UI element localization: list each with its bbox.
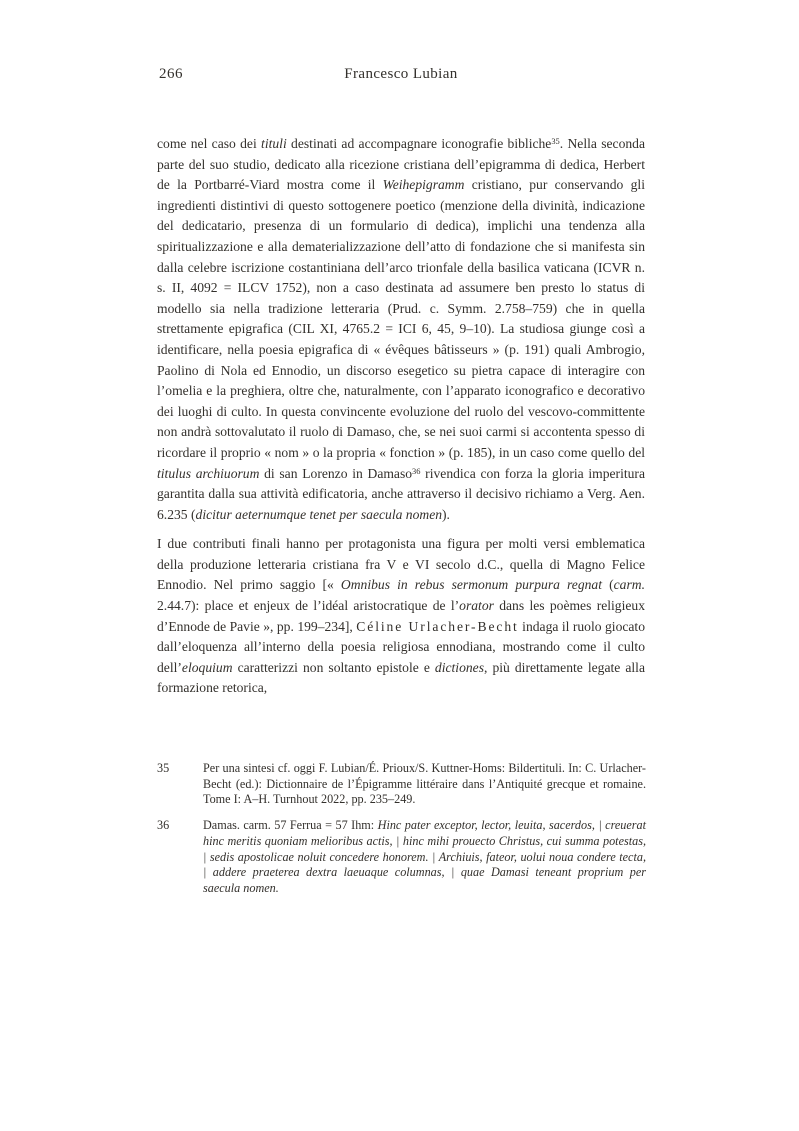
running-head: Francesco Lubian	[344, 66, 458, 82]
paragraph-2: I due contributi finali hanno per protagonista una figura per molti versi emblematica della produzione letteraria cristiana fra V e VI secolo d.C., quella di Magno Felice Ennodio. Nel primo saggio [« Omnibus in rebus sermonum purpura regnat (carm. 2.44.7): place et enjeux de l’idéal aristocratique de l’orator dans les poèmes religieux d’Ennode de Pavie », pp. 199–234], Céline Urlacher-Becht indaga il ruolo giocato dall’eloquenza all’interno della poesia religiosa ennodiana, mostrando come il culto dell’eloquium caratterizzi non soltanto epistole e dictiones, più direttamente legate alla formazione retorica,	[157, 536, 646, 696]
footnote-35	[157, 761, 646, 808]
footnote-text: Damas. carm. 57 Ferrua = 57 Ihm: Hinc pater exceptor, lector, leuita, sacerdos, | creuerat hinc meritis quoniam melioribus actis, | hinc mihi prouecto Christus, cui summa potestas, | sedis apostolicae noluit concedere honorem. | Archiuis, fateor, uolui noua condere tecta, | addere praeterea dextra laeuaque columnas, | quae Damasi teneant proprium per saecula nomen.	[203, 818, 646, 895]
page-number: 266	[159, 66, 183, 82]
footnote-number: 36	[157, 818, 170, 833]
footnote-number: 35	[157, 761, 170, 775]
body-text	[157, 134, 645, 699]
page-header	[157, 66, 645, 86]
footnote-36	[157, 818, 646, 897]
paragraph-1: come nel caso dei tituli destinati ad accompagnare iconografie bibliche$^{35}$. Nella seconda parte del suo studio, dedicato alla ricezione cristiana dell’epigramma di dedica, Herbert de la Portbarré-Viard mostra come il Weihepigramm cristiano, pur conservando gli ingredienti distintivi di questo sottogenere poetico (menzione della divinità, indicazione del dedicatario, presenza di un formulario di dedica), implichi una tendenza alla spiritualizzazione e alla dematerializzazione dell’atto di fondazione che si manifesta sin dalla celebre iscrizione costantiniana dell’arco trionfale della basilica vaticana (ICVR n. s. II, 4092 = ILCV 1752), non a caso destinata ad assumere ben presto lo status di modello sia nella tradizione letteraria (Prud. c. Symm. 2.758–759) che in quella strettamente epigrafica (CIL XI, 4765.2 = ICI 6, 45, 9–10). La studiosa giunge così a identificare, nella poesia epigrafica di « évêques bâtisseurs » (p. 191) quali Ambrogio, Paolino di Nola ed Ennodio, un discorso esegetico su pietra capace di interagire con l’omelia e la preghiera, oltre che, naturalmente, con l’apparato iconografico e decorativo dei luoghi di culto. In questa convincente evoluzione del ruolo del vescovo-committente non andrà sottovalutato il ruolo di Damaso, che, se nei suoi carmi si accontenta spesso di ricordare il proprio « nom » o la propria « fonction » (p. 185), in un caso come quello del titulus archiuorum di san Lorenzo in Damaso$^{36}$ rivendica con forza la gloria imperitura garantita dalla sua attività edificatoria, anche attraverso il decisivo richiamo a Verg. Aen. 6.235 (dicitur aeternumque tenet per saecula nomen).	[157, 136, 645, 522]
footnote-text: Per una sintesi cf. oggi F. Lubian/É. Prioux/S. Kuttner-Homs: Bildertituli. In: C. Urlacher-Becht (ed.): Dictionnaire de l’Épigramme littéraire dans l’Antiquité grecque et romaine. Tome I: A–H. Turnhout 2022, pp. 235–249.	[203, 761, 646, 807]
footnotes-section	[157, 761, 646, 897]
